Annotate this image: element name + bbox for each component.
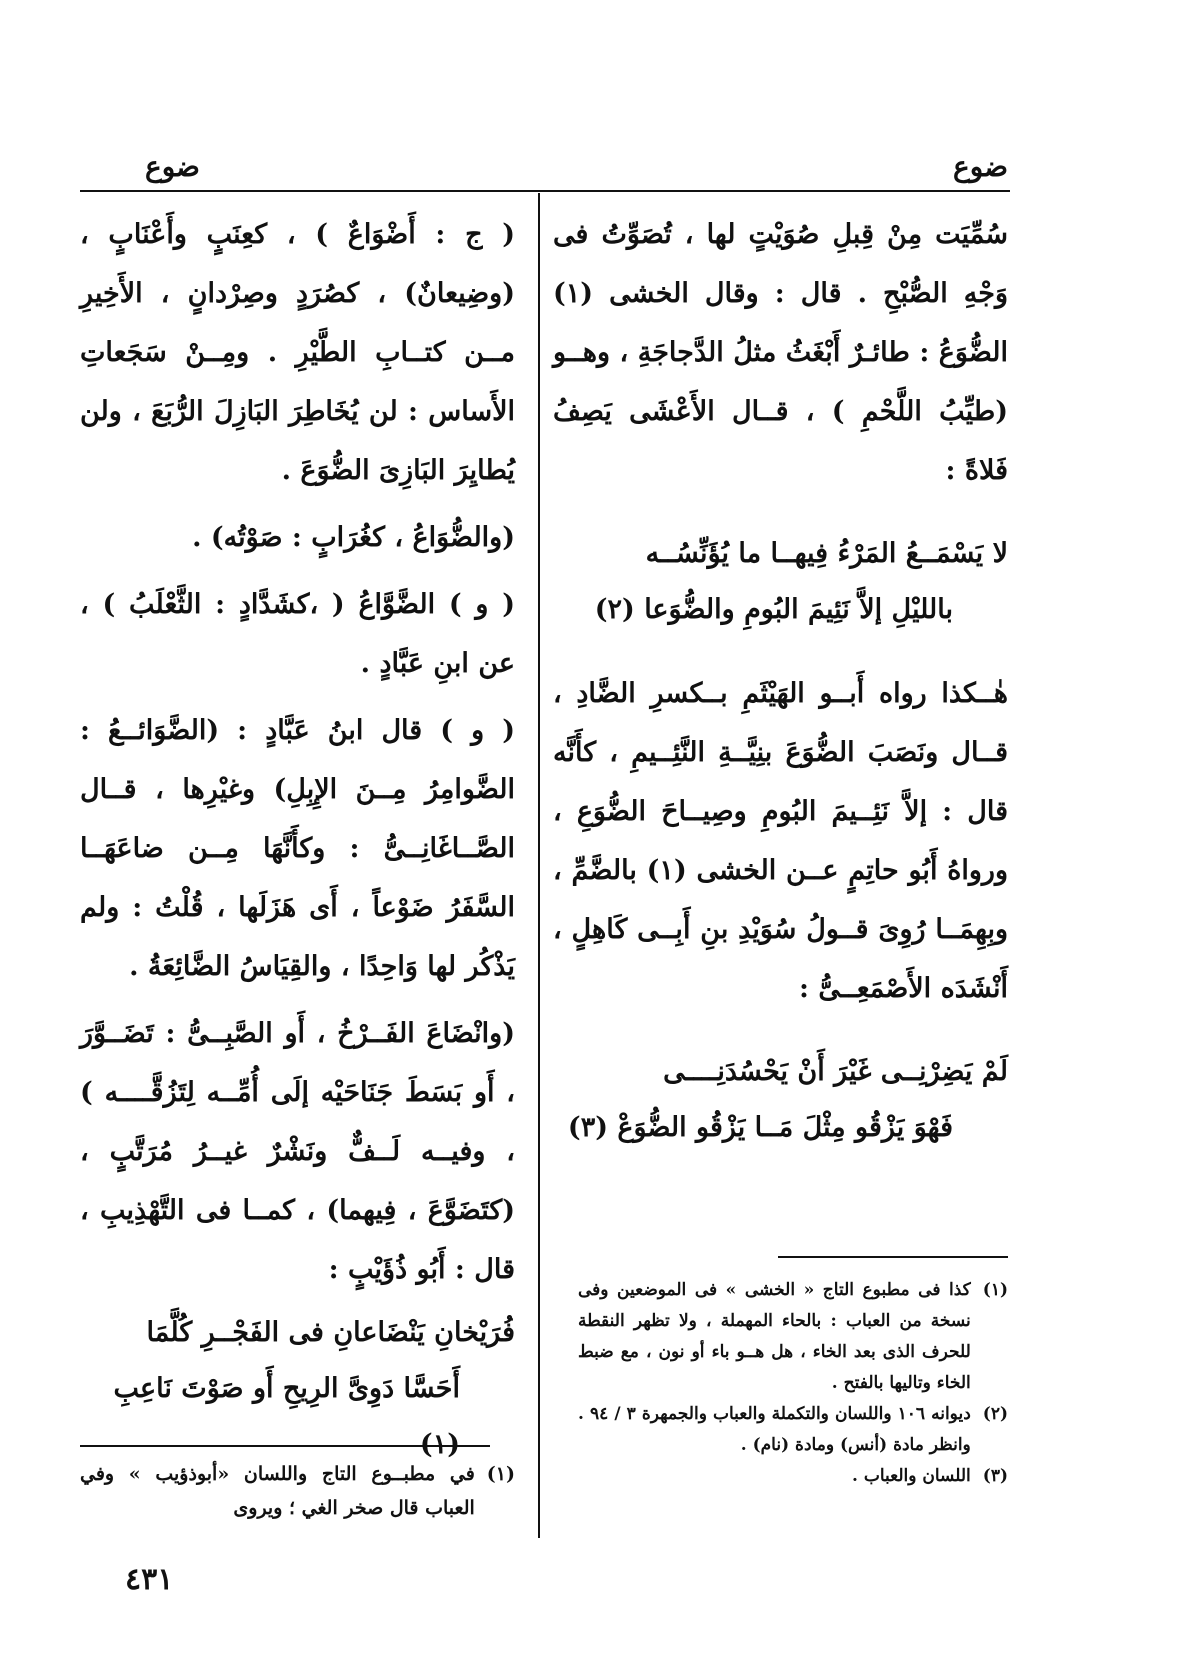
running-header-left: ضوع: [145, 150, 200, 183]
right-verse-2: [553, 1044, 1008, 1156]
footnote: [578, 1461, 1008, 1492]
verse-hemistich: أَحَسَّا دَوِىَّ الرِيحِ أَو صَوْتَ نَاعِبِ: [113, 1373, 460, 1404]
footnote-rule-left: [80, 1445, 490, 1447]
footnote-number: (١): [982, 1280, 1008, 1300]
left-paragraph-5: (وانْضَاعَ الفَــرْخُ ، أَو الصَّبِــىُّ : تَضَــوَّرَ ، أَو بَسَطَ جَنَاحَيْه إلَى أُمِّــه لِتَزُقَّــــه ) ، وفيــه لَــفٌّ ونَشْرٌ غيــرُ مُرَتَّبٍ ، (كتَضَوَّعَ ، فِيهما) ، كمــا فى التَّهْذِيبِ ، قال : أَبُو ذُؤَيْبٍ :: [80, 1018, 515, 1285]
verse-hemistich: بالليْلِ إلاَّ نَئِيمَ البُومِ والضُّوَعا (٢): [594, 594, 953, 625]
right-verse-1: [553, 526, 1008, 638]
left-footnotes: [80, 1457, 515, 1525]
right-column: [553, 205, 1008, 1156]
right-paragraph-2: هٰــكذا رواه أَبــو الهَيْثَمِ بــكسرِ الضَّادِ ، قــال ونَصَبَ الضُّوَعَ بنِيَّــةِ النَّئِــيمِ ، كأَنَّه قال : إلاَّ نَئِــيمَ البُومِ وصِيــاحَ الضُّوَعِ ، ورواهُ أَبُو حاتِمٍ عــن الخشى (١) بالضَّمِّ ، وبِهِمَــا رُوِىَ قــولُ سُوَيْدِ بنِ أَبِــى كَاهِلٍ ، أَنْشَدَه الأَصْمَعِــىُّ :: [553, 678, 1009, 1004]
left-paragraph-4: ( و ) قال ابنُ عَبَّادٍ : (الضَّوَائــعُ : الضَّوامِرُ مِــنَ الإِبِلِ) وغيْرِها ، قــال الصَّــاغَانِــىُّ : وكأَنَّهَا مِــن ضاعَهَــا السَّفَرُ ضَوْعاً ، أَى هَزَلَها ، قُلْتُ : ولم يَذْكُر لها وَاحِدًا ، والقِيَاسُ الضَّائِعَةُ .: [80, 715, 515, 982]
footnote: [80, 1457, 515, 1525]
left-verse-1: [80, 1305, 515, 1473]
page-number: ٤٣١: [125, 1562, 174, 1597]
verse-hemistich: لا يَسْمَــعُ المَرْءُ فِيهــا ما يُؤَنِّسُــه: [645, 538, 1008, 569]
footnote: [578, 1399, 1008, 1461]
footnote: [578, 1275, 1008, 1399]
footnote-rule-right: [778, 1256, 1008, 1258]
footnote-number: (٣): [982, 1466, 1008, 1486]
footnote-text: اللسان والعباب .: [852, 1466, 971, 1486]
left-column: [80, 205, 515, 1473]
header-rule: [80, 190, 1010, 192]
left-paragraph-1: ( ج : أَضْوَاعٌ ) ، كعِنَبٍ وأَعْنَابٍ ، (وضِيعانٌ) ، كصُرَدٍ وصِرْدانٍ ، الأَخِيرِ مــن كتــابِ الطَّيْرِ . ومِــنْ سَجَعاتِ الأَساس : لن يُخَاطِرَ البَازِلَ الرُّبَعَ ، ولن يُطايِرَ البَازِىَ الضُّوَعَ .: [80, 219, 515, 486]
footnote-text: ديوانه ١٠٦ واللسان والتكملة والعباب والجمهرة ٣ / ٩٤ . وانظر مادة (أنس) ومادة (نام) .: [578, 1404, 971, 1455]
verse-hemistich: فَهْوَ يَزْقُو مِثْلَ مَــا يَزْقُو الضُّوَعْ (٣): [567, 1112, 953, 1143]
right-footnotes: [578, 1275, 1008, 1492]
verse-hemistich: فُرَيْخانِ يَنْضَاعانِ فى الفَجْــرِ كُلَّمَا: [146, 1317, 515, 1348]
left-paragraph-2: (والضُّوَاعُ ، كغُرَابٍ : صَوْتُه) .: [192, 522, 515, 553]
footnote-number: (٢): [982, 1404, 1008, 1424]
column-divider: [538, 193, 540, 1538]
left-paragraph-3: ( و ) الضَّوَّاعُ ( ،كشَدَّادٍ : الثَّعْلَبُ ) ، عن ابنِ عَبَّادٍ .: [80, 589, 515, 679]
footnote-number: (١): [486, 1463, 515, 1485]
footnote-text: كذا فى مطبوع التاج « الخشى » فى الموضعين وفى نسخة من العباب : بالحاء المهملة ، ولا تظهر النقطة للحرف الذى بعد الخاء ، هل هــو باء أو نون ، مع ضبط الخاء وتاليها بالفتح .: [578, 1280, 971, 1393]
footnote-text: في مطبــوع التاج واللسان «أبوذؤيب » وفي العباب قال صخر الغي ؛ ويروى: [80, 1463, 475, 1519]
running-header-right: ضوع: [953, 150, 1008, 183]
verse-hemistich: لَمْ يَضِرْنِــى غَيْرَ أَنْ يَحْسُدَنِــــى: [663, 1056, 1008, 1087]
right-paragraph-1: سُمِّيَت مِنْ قِبلِ صُوَيْتٍ لها ، تُصَوِّتُ فى وَجْهِ الصُّبْحِ . قال : وقال الخشى (١) الضُّوَعُ : طائـرٌ أَبْغَثُ مثلُ الدَّجاجَةِ ، وهــو (طيِّبُ اللَّحْمِ ) ، قــال الأَعْشَى يَصِفُ فَلاةً :: [553, 219, 1008, 486]
